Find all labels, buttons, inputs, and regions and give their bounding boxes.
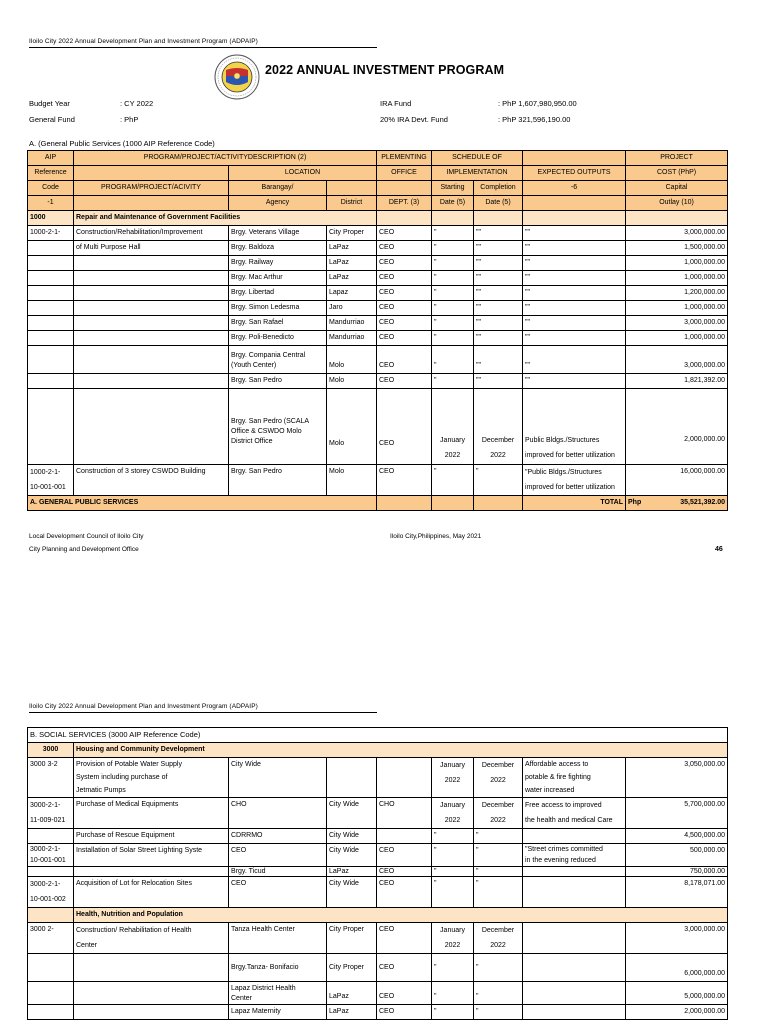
table-row: Lapaz Maternity LaPaz CEO " " 2,000,000.00 (28, 1005, 728, 1020)
header-starting: Starting (432, 181, 474, 196)
section-b-table (27, 727, 728, 1020)
header-rule (29, 47, 377, 48)
header-outlay: Outlay (10) (626, 196, 728, 211)
table-row: Brgy. Poli-Benedicto Mandurriao CEO " "" "" 1,000,000.00 (28, 331, 728, 346)
table-row: Brgy. Libertad Lapaz CEO " "" "" 1,200,000.00 (28, 286, 728, 301)
header-col1: -1 (28, 196, 74, 211)
header-completion: Completion (474, 181, 523, 196)
header-cost: COST (PhP) (626, 166, 728, 181)
total-label: TOTAL (523, 496, 626, 511)
header-col6: -6 (523, 181, 626, 196)
general-fund-label: General Fund (29, 115, 75, 124)
header-office: OFFICE (377, 166, 432, 181)
header-ppa-description: PROGRAM/PROJECT/ACTIVITYDESCRIPTION (2) (74, 151, 377, 166)
table-row: Brgy. Mac Arthur LaPaz CEO " "" "" 1,000,000.00 (28, 271, 728, 286)
table-row: 1000-2-1- Construction/Rehabilitation/Improvement Brgy. Veterans Village City Proper CEO " "" "" 3,000,000.00 (28, 226, 728, 241)
header-project: PROJECT (626, 151, 728, 166)
section-a-table (27, 150, 728, 511)
total-section-label: A. GENERAL PUBLIC SERVICES (28, 496, 377, 511)
category-name: Repair and Maintenance of Government Facilities (74, 211, 377, 226)
header-reference: Reference (28, 166, 74, 181)
table-row: 3000-2-1- 10-001-002 Acquisition of Lot for Relocation Sites CEO City Wide CEO " " 8,178,071.00 (28, 877, 728, 908)
total-row (28, 496, 728, 511)
table-row: Brgy. San Pedro Molo CEO " "" "" 1,821,392.00 (28, 374, 728, 389)
ira20-fund-label: 20% IRA Devt. Fund (380, 115, 448, 124)
header-aip: AIP (28, 151, 74, 166)
section-b-title: B. SOCIAL SERVICES (3000 AIP Reference Code) (28, 728, 728, 743)
table-row: 3000 3-2 Provision of Potable Water Supply System including purchase of Jetmatic Pumps City Wide January 2022 December 2022 Affordable access to potable & fire fighting water increased 3,050,000.00 (28, 758, 728, 798)
table-row: Brgy. Simon Ledesma Jaro CEO " "" "" 1,000,000.00 (28, 301, 728, 316)
header-implementing: PLEMENTING (377, 151, 432, 166)
page-header (29, 703, 258, 710)
table-row: Brgy. Ticud LaPaz CEO " " 750,000.00 (28, 867, 728, 877)
footer-council: Local Development Council of Iloilo City (29, 533, 144, 540)
header-text: Iloilo City 2022 Annual Development Plan and Investment Program (ADPAIP) (29, 38, 258, 45)
header-completion-date: Date (5) (474, 196, 523, 211)
header-capital: Capital (626, 181, 728, 196)
category-row: Health, Nutrition and Population (28, 908, 728, 923)
section-b-title-row (28, 728, 728, 743)
header-ppa: PROGRAM/PROJECT/ACIVITY (74, 181, 229, 196)
table-row: Brgy. Compania Central (Youth Center) Molo CEO " "" "" 3,000,000.00 (28, 346, 728, 374)
table-header-row (28, 166, 728, 181)
table-row: 3000 2- Construction/ Rehabilitation of Health Center Tanza Health Center City Proper CEO January 2022 December 2022 3,000,000.00 (28, 923, 728, 954)
ira-fund-value: : PhP 1,607,980,950.00 (498, 99, 577, 108)
page-title: 2022 ANNUAL INVESTMENT PROGRAM (265, 63, 505, 77)
footer-place-date: Iloilo City,Philippines, May 2021 (390, 533, 482, 540)
ira-fund-label: IRA Fund (380, 99, 412, 108)
header-text: Iloilo City 2022 Annual Development Plan and Investment Program (ADPAIP) (29, 703, 258, 710)
ira20-fund-value: : PhP 321,596,190.00 (498, 115, 571, 124)
header-rule (29, 712, 377, 713)
header-dept: DEPT. (3) (377, 196, 432, 211)
table-row: 3000-2-1- 11-009-021 Purchase of Medical Equipments CHO City Wide CHO January 2022 December 2022 Free access to improved the health and medical Care 5,700,000.00 (28, 798, 728, 829)
table-row: of Multi Purpose Hall Brgy. Baldoza LaPaz CEO " "" "" 1,500,000.00 (28, 241, 728, 256)
table-header-row (28, 196, 728, 211)
table-row: Brgy. San Rafael Mandurriao CEO " "" "" 3,000,000.00 (28, 316, 728, 331)
header-implementation: IMPLEMENTATION (432, 166, 523, 181)
header-location: LOCATION (229, 166, 377, 181)
table-row: Purchase of Rescue Equipment CDRRMO City Wide " " 4,500,000.00 (28, 829, 728, 844)
table-row: 1000-2-1- 10-001-001 Construction of 3 storey CSWDO Building Brgy. San Pedro Molo CEO " " "Public Bldgs./Structures improved for better utilization 16,000,000.00 (28, 465, 728, 496)
footer-office: City Planning and Development Office (29, 546, 139, 553)
header-agency: Agency (229, 196, 327, 211)
table-row: 3000-2-1- 10-001-001 Installation of Solar Street Lighting Syste CEO City Wide CEO " " "Street crimes committed in the evening reduced 500,000.00 (28, 844, 728, 867)
header-code: Code (28, 181, 74, 196)
header-start-date: Date (5) (432, 196, 474, 211)
page-number: 46 (715, 546, 723, 553)
table-header-row (28, 181, 728, 196)
category-row (28, 211, 728, 226)
category-code: 1000 (28, 211, 74, 226)
table-header-row (28, 151, 728, 166)
budget-year-label: Budget Year (29, 99, 70, 108)
total-amount: 35,521,392.00 (680, 499, 726, 506)
city-seal-logo (214, 54, 260, 100)
header-expected-outputs: EXPECTED OUTPUTS (523, 166, 626, 181)
total-currency: Php (628, 499, 642, 506)
table-row: Brgy. Railway LaPaz CEO " "" "" 1,000,000.00 (28, 256, 728, 271)
section-a-title: A. (General Public Services (1000 AIP Reference Code) (29, 139, 215, 148)
category-row: 3000 Housing and Community Development (28, 743, 728, 758)
general-fund-value: : PhP (120, 115, 139, 124)
budget-year-value: : CY 2022 (120, 99, 154, 108)
header-barangay: Barangay/ (229, 181, 327, 196)
table-row: Brgy. San Pedro (SCALA Office & CSWDO Molo District Office Molo CEO January 2022 December 2022 Public Bldgs./Structures improved for better utilization 2,000,000.00 (28, 389, 728, 465)
table-row: Lapaz District Health Center LaPaz CEO " " 5,000,000.00 (28, 982, 728, 1005)
header-district: District (327, 196, 377, 211)
header-schedule: SCHEDULE OF (432, 151, 523, 166)
page-header (29, 38, 258, 45)
table-row: Brgy.Tanza- Bonifacio City Proper CEO " " 6,000,000.00 (28, 954, 728, 982)
